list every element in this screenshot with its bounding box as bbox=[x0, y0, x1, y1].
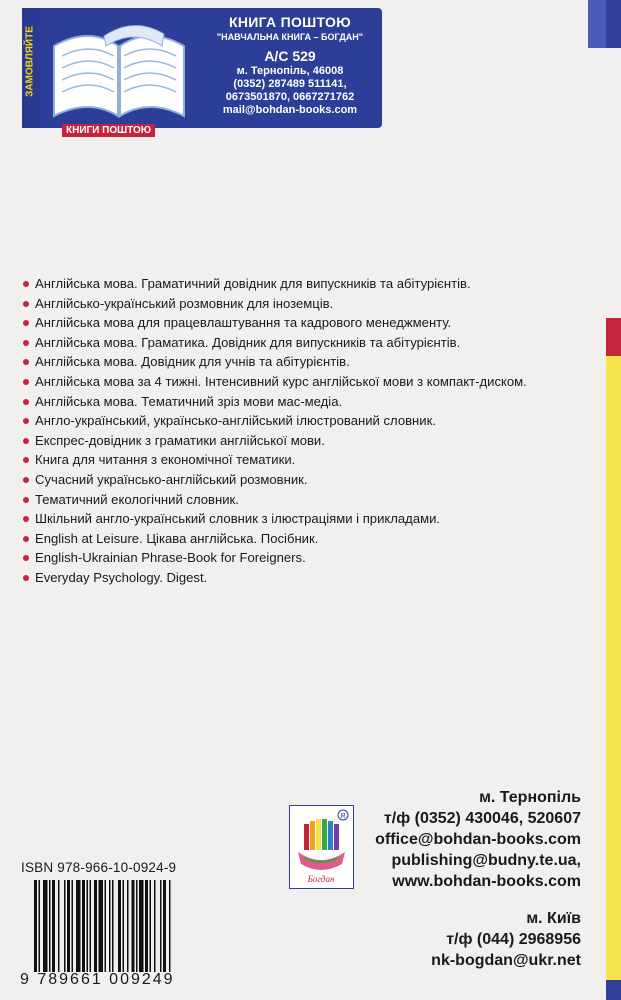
contact-gap bbox=[375, 892, 581, 908]
barcode-bar bbox=[99, 880, 104, 972]
barcode-bar bbox=[132, 880, 135, 972]
book-title: Шкільний англо-український словник з ілюстраціями і прикладами. bbox=[35, 511, 441, 527]
list-item bbox=[20, 352, 600, 372]
mail-order-banner bbox=[22, 8, 382, 136]
barcode-bar bbox=[145, 880, 148, 972]
barcode-bar bbox=[49, 880, 51, 972]
barcode-bar bbox=[150, 880, 152, 972]
barcode-bar bbox=[76, 880, 81, 972]
barcode-number: 9 789661 009249 bbox=[20, 971, 175, 988]
barcode-bar bbox=[43, 880, 48, 972]
barcode-bar bbox=[154, 880, 156, 972]
book-title: Англійська мова для працевлаштування та кадрового менеджменту. bbox=[35, 315, 452, 331]
book-title: Англійська мова. Граматика. Довідник для випускників та абітурієнтів. bbox=[35, 334, 461, 350]
barcode-bar bbox=[72, 880, 74, 972]
barcode-bar bbox=[67, 880, 70, 972]
blue-hatch-decoration bbox=[588, 0, 606, 48]
bullet-icon bbox=[23, 555, 29, 561]
book-title: Сучасний українсько-англійський розмовник. bbox=[35, 471, 308, 487]
bohdan-logo-icon bbox=[290, 806, 353, 888]
list-item bbox=[20, 431, 600, 451]
barcode-bar bbox=[105, 880, 107, 972]
list-item bbox=[20, 313, 600, 333]
open-book-icon bbox=[44, 16, 194, 128]
book-title: Everyday Psychology. Digest. bbox=[35, 569, 208, 585]
list-item bbox=[20, 450, 600, 470]
contact-block bbox=[375, 787, 581, 971]
barcode-bar bbox=[112, 880, 114, 972]
list-item bbox=[20, 333, 600, 353]
kyiv-email: nk-bogdan@ukr.net bbox=[431, 952, 581, 969]
list-item bbox=[20, 548, 600, 568]
isbn-text: ISBN 978-966-10-0924-9 bbox=[21, 860, 177, 875]
bullet-icon bbox=[23, 301, 29, 307]
bullet-icon bbox=[23, 438, 29, 444]
logo-text: Богдан bbox=[307, 874, 335, 884]
mail-side-strip bbox=[22, 8, 40, 128]
stripe-blue-bottom bbox=[606, 980, 621, 1000]
book-title: Тематичний екологічний словник. bbox=[35, 491, 239, 507]
ternopil-phone: т/ф (0352) 430046, 520607 bbox=[383, 810, 581, 827]
list-item bbox=[20, 372, 600, 392]
stripe-yellow bbox=[606, 356, 621, 1000]
barcode-bar bbox=[160, 880, 162, 972]
barcode-bar bbox=[139, 880, 144, 972]
stripe-red bbox=[606, 318, 621, 356]
stripe-blue-top bbox=[606, 0, 621, 48]
book-title: English-Ukrainian Phrase-Book for Foreigners. bbox=[35, 550, 306, 566]
list-item bbox=[20, 411, 600, 431]
mail-side-label: ЗАМОВЛЯЙТЕ bbox=[24, 26, 36, 97]
book-title: English at Leisure. Цікава англійська. Посібник. bbox=[35, 530, 319, 546]
bullet-icon bbox=[23, 477, 29, 483]
barcode-bar bbox=[34, 880, 37, 972]
book-title: Експрес-довідник з граматики англійської мови. bbox=[35, 432, 325, 448]
book-title: Англійська мова. Тематичний зріз мови мас-медіа. bbox=[35, 393, 343, 409]
list-item bbox=[20, 568, 600, 588]
bullet-icon bbox=[23, 320, 29, 326]
list-item bbox=[20, 392, 600, 412]
list-item bbox=[20, 470, 600, 490]
ternopil-city: м. Тернопіль bbox=[479, 789, 581, 806]
book-title: Англійська мова. Довідник для учнів та абітурієнтів. bbox=[35, 354, 350, 370]
list-item bbox=[20, 529, 600, 549]
book-title: Англійсько-український розмовник для іноземців. bbox=[35, 295, 334, 311]
bullet-icon bbox=[23, 399, 29, 405]
list-item bbox=[20, 274, 600, 294]
bullet-icon bbox=[23, 340, 29, 346]
bullet-icon bbox=[23, 281, 29, 287]
barcode-bar bbox=[58, 880, 60, 972]
book-title: Англо-український, українсько-англійський ілюстрований словник. bbox=[35, 413, 436, 429]
bullet-icon bbox=[23, 418, 29, 424]
bullet-icon bbox=[23, 457, 29, 463]
barcode-bar bbox=[87, 880, 89, 972]
barcode-bar bbox=[118, 880, 121, 972]
barcode-bar bbox=[163, 880, 166, 972]
bullet-icon bbox=[23, 536, 29, 542]
barcode-bar bbox=[123, 880, 125, 972]
mail-phone-1: (0352) 287489 511141, bbox=[233, 78, 347, 90]
kyiv-phone: т/ф (044) 2968956 bbox=[446, 931, 581, 948]
mail-info bbox=[202, 14, 378, 116]
ternopil-web: www.bohdan-books.com bbox=[392, 873, 581, 890]
barcode-bar bbox=[52, 880, 55, 972]
bullet-icon bbox=[23, 497, 29, 503]
ternopil-email-2: publishing@budny.te.ua, bbox=[391, 852, 581, 869]
book-title: Англійська мова. Граматичний довідник для випускників та абітурієнтів. bbox=[35, 276, 471, 291]
barcode-bar bbox=[39, 880, 41, 972]
book-list bbox=[20, 274, 600, 588]
right-color-stripes bbox=[606, 0, 621, 1000]
barcode-bar bbox=[94, 880, 97, 972]
barcode-bar bbox=[109, 880, 111, 972]
list-item bbox=[20, 490, 600, 510]
mail-email: mail@bohdan-books.com bbox=[222, 104, 358, 116]
publisher-logo bbox=[289, 805, 354, 889]
mail-city: м. Тернопіль, 46008 bbox=[236, 65, 344, 77]
book-title: Англійська мова за 4 тижні. Інтенсивний курс англійської мови з компакт-диском. bbox=[35, 373, 527, 389]
ternopil-email-1: office@bohdan-books.com bbox=[375, 831, 581, 848]
list-item bbox=[20, 294, 600, 314]
mail-title: КНИГА ПОШТОЮ bbox=[229, 14, 351, 30]
mail-phone-2: 0673501870, 0667271762 bbox=[225, 91, 355, 103]
barcode-bar bbox=[127, 880, 129, 972]
mail-book-label: КНИГИ ПОШТОЮ bbox=[62, 124, 155, 137]
list-item bbox=[20, 509, 600, 529]
barcode-bar bbox=[64, 880, 66, 972]
barcode-bar bbox=[82, 880, 85, 972]
mail-subtitle: "НАВЧАЛЬНА КНИГА – БОГДАН" bbox=[216, 32, 364, 42]
book-title: Книга для читання з економічної тематики. bbox=[35, 452, 296, 468]
bullet-icon bbox=[23, 575, 29, 581]
mail-box: А/С 529 bbox=[264, 48, 316, 64]
bullet-icon bbox=[23, 516, 29, 522]
barcode-icon bbox=[32, 880, 228, 972]
barcode-bar bbox=[90, 880, 92, 972]
bullet-icon bbox=[23, 359, 29, 365]
barcode-bar bbox=[136, 880, 138, 972]
barcode-bar bbox=[169, 880, 171, 972]
svg-text:R: R bbox=[340, 813, 346, 820]
bullet-icon bbox=[23, 379, 29, 385]
kyiv-city: м. Київ bbox=[526, 910, 581, 927]
